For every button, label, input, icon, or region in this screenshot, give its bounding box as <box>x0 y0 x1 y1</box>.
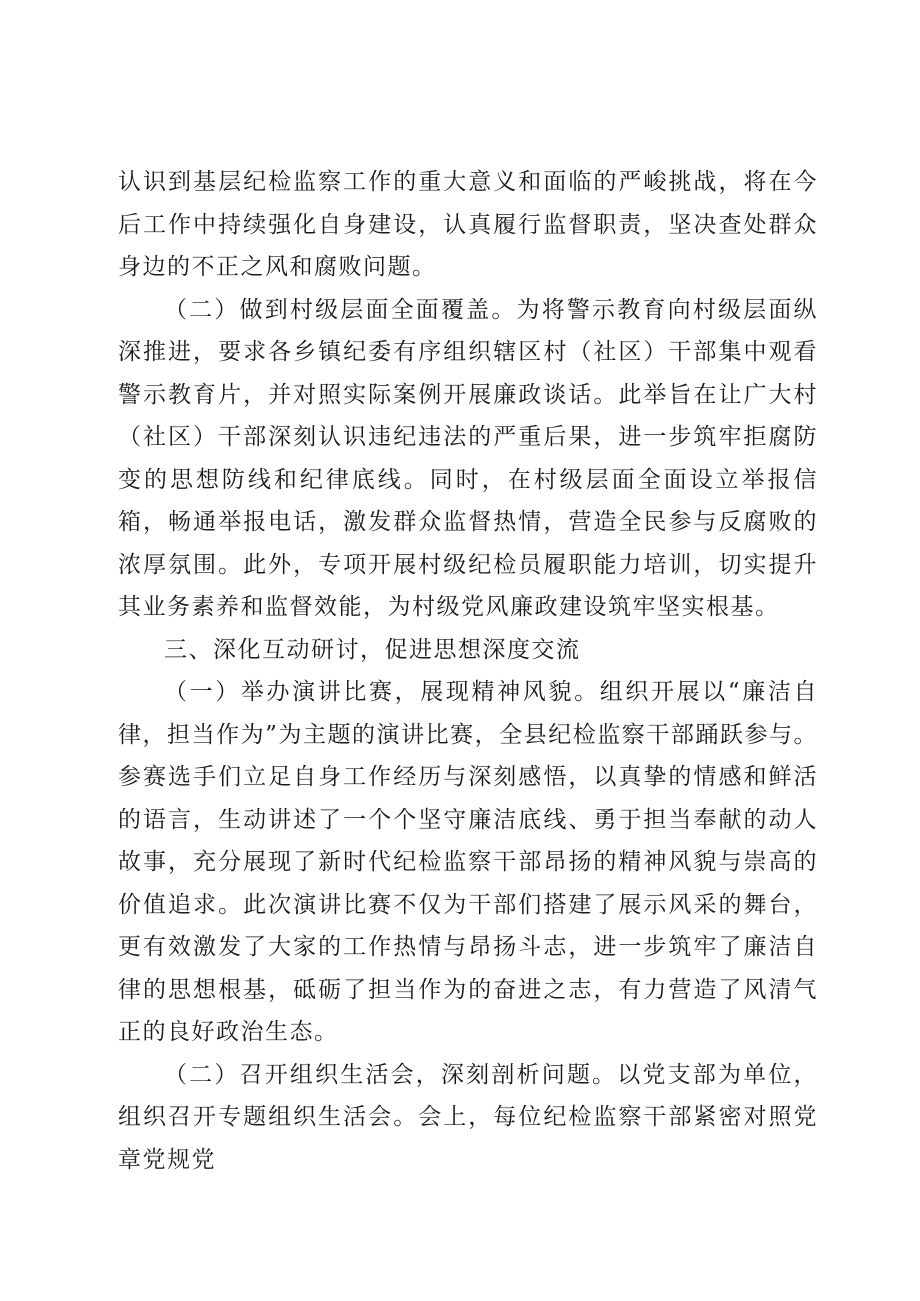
paragraph-continuation: 认识到基层纪检监察工作的重大意义和面临的严峻挑战，将在今后工作中持续强化自身建设，认真履行监督职责，坚决查处群众身边的不正之风和腐败问题。 <box>118 169 818 280</box>
paragraph-speech-contest: （一）举办演讲比赛，展现精神风貌。组织开展以“廉洁自律，担当作为”为主题的演讲比赛，全县纪检监察干部踊跃参与。参赛选手们立足自身工作经历与深刻感悟，以真挚的情感和鲜活的语言，生动讲述了一个个坚守廉洁底线、勇于担当奉献的动人故事，充分展现了新时代纪检监察干部昂扬的精神风貌与崇高的价值追求。此次演讲比赛不仅为干部们搭建了展示风采的舞台，更有效激发了大家的工作热情与昂扬斗志，进一步筑牢了廉洁自律的思想根基，砥砺了担当作为的奋进之志，有力营造了风清气正的良好政治生态。 <box>118 679 818 1045</box>
paragraph-organization-meeting: （二）召开组织生活会，深刻剖析问题。以党支部为单位，组织召开专题组织生活会。会上，每位纪检监察干部紧密对照党章党规党 <box>118 1061 818 1173</box>
paragraph-village-coverage: （二）做到村级层面全面覆盖。为将警示教育向村级层面纵深推进，要求各乡镇纪委有序组织辖区村（社区）干部集中观看警示教育片，并对照实际案例开展廉政谈话。此举旨在让广大村（社区）干部深刻认识违纪违法的严重后果，进一步筑牢拒腐防变的思想防线和纪律底线。同时，在村级层面全面设立举报信箱，畅通举报电话，激发群众监督热情，营造全民参与反腐败的浓厚氛围。此外，专项开展村级纪检员履职能力培训，切实提升其业务素养和监督效能，为村级党风廉政建设筑牢坚实根基。 <box>118 296 818 620</box>
document-body <box>118 161 818 1181</box>
section-heading-3: 三、深化互动研讨，促进思想深度交流 <box>164 636 581 663</box>
